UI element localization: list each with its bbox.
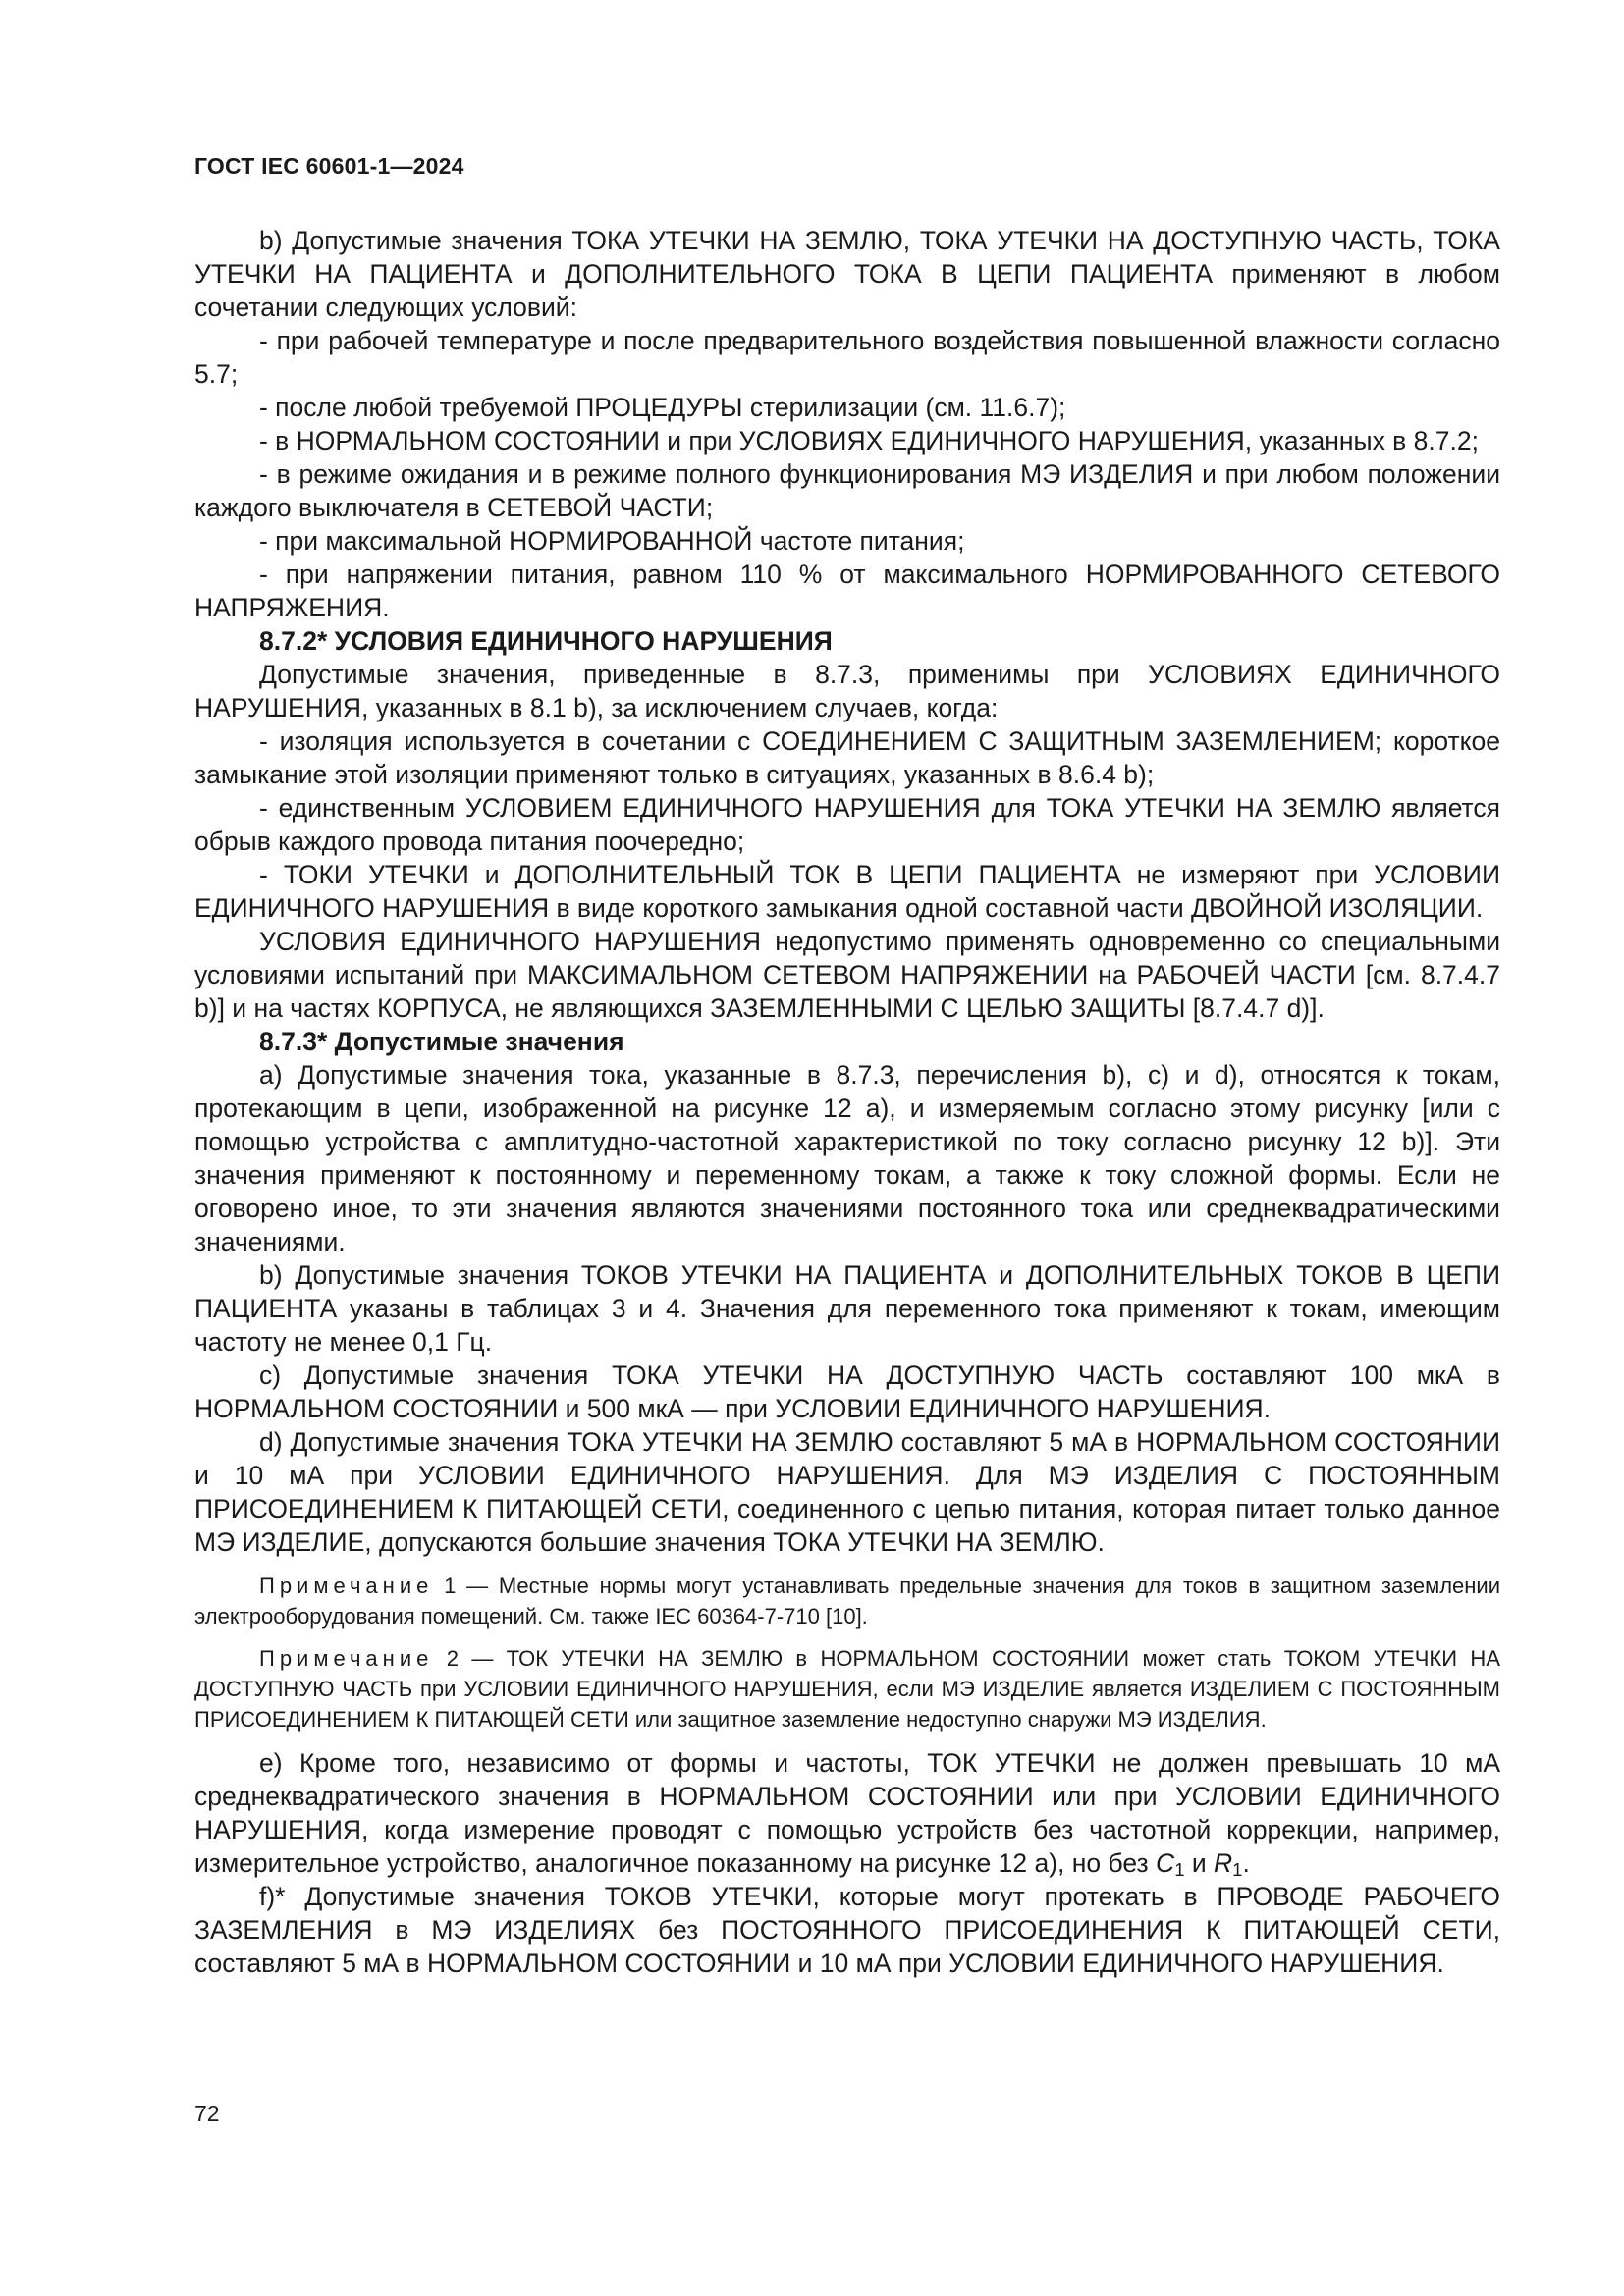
section-heading-8-7-3: 8.7.3* Допустимые значения — [259, 1027, 624, 1056]
paragraph: c) Допустимые значения ТОКА УТЕЧКИ НА ДОСТУПНУЮ ЧАСТЬ составляют 100 мкА в НОРМАЛЬНОМ СОСТОЯНИИ и 500 мкА — при УСЛОВИИ ЕДИНИЧНОГО НАРУШЕНИЯ. — [194, 1361, 1500, 1423]
note-text: 2 — ТОК УТЕЧКИ НА ЗЕМЛЮ в НОРМАЛЬНОМ СОСТОЯНИИ может стать ТОКОМ УТЕЧКИ НА ДОСТУПНУЮ ЧАСТЬ при УСЛОВИИ ЕДИНИЧНОГО НАРУШЕНИЯ, если МЭ ИЗДЕЛИЕ является ИЗДЕЛИЕМ С ПОСТОЯННЫМ ПРИСОЕДИНЕНИЕМ К ПИТАЮЩЕЙ СЕТИ или защитное заземление недоступно снаружи МЭ ИЗДЕЛИЯ. — [194, 1646, 1500, 1732]
subscript: 1 — [1232, 1859, 1243, 1880]
paragraph: b) Допустимые значения ТОКА УТЕЧКИ НА ЗЕМЛЮ, ТОКА УТЕЧКИ НА ДОСТУПНУЮ ЧАСТЬ, ТОКА УТЕЧКИ НА ПАЦИЕНТА и ДОПОЛНИТЕЛЬНОГО ТОКА В ЦЕПИ ПАЦИЕНТА применяют в любом сочетании следующих условий: — [194, 226, 1500, 322]
list-item: - в режиме ожидания и в режиме полного функционирования МЭ ИЗДЕЛИЯ и при любом положении каждого выключателя в СЕТЕВОЙ ЧАСТИ; — [194, 459, 1500, 522]
note-label: Примечание — [259, 1574, 434, 1598]
note-2 — [194, 1643, 1500, 1735]
paragraph-text: и — [1184, 1848, 1215, 1878]
paragraph: УСЛОВИЯ ЕДИНИЧНОГО НАРУШЕНИЯ недопустимо применять одновременно со специальными условиями испытаний при МАКСИМАЛЬНОМ СЕТЕВОМ НАПРЯЖЕНИИ на РАБОЧЕЙ ЧАСТИ [см. 8.7.4.7 b)] и на частях КОРПУСА, не являющихся ЗАЗЕМЛЕННЫМИ С ЦЕЛЬЮ ЗАЩИТЫ [8.7.4.7 d)]. — [194, 927, 1500, 1023]
paragraph: d) Допустимые значения ТОКА УТЕЧКИ НА ЗЕМЛЮ составляют 5 мА в НОРМАЛЬНОМ СОСТОЯНИИ и 10 мА при УСЛОВИИ ЕДИНИЧНОГО НАРУШЕНИЯ. Для МЭ ИЗДЕЛИЯ С ПОСТОЯННЫМ ПРИСОЕДИНЕНИЕМ К ПИТАЮЩЕЙ СЕТИ, соединенного с цепью питания, которая питает только данное МЭ ИЗДЕЛИЕ, допускаются большие значения ТОКА УТЕЧКИ НА ЗЕМЛЮ. — [194, 1427, 1500, 1557]
list-item: - после любой требуемой ПРОЦЕДУРЫ стерилизации (см. 11.6.7); — [259, 393, 1066, 422]
paragraph — [194, 1746, 1500, 1880]
list-item: - единственным УСЛОВИЕМ ЕДИНИЧНОГО НАРУШЕНИЯ для ТОКА УТЕЧКИ НА ЗЕМЛЮ является обрыв каждого провода питания поочередно; — [194, 793, 1500, 856]
page-number: 72 — [194, 2101, 220, 2126]
note-label: Примечание — [259, 1646, 434, 1671]
list-item: - при напряжении питания, равном 110 % от максимального НОРМИРОВАННОГО СЕТЕВОГО НАПРЯЖЕНИЯ. — [194, 560, 1500, 622]
list-item: - в НОРМАЛЬНОМ СОСТОЯНИИ и при УСЛОВИЯХ ЕДИНИЧНОГО НАРУШЕНИЯ, указанных в 8.7.2; — [259, 426, 1479, 455]
list-item: - при рабочей температуре и после предварительного воздействия повышенной влажности согласно 5.7; — [194, 326, 1500, 389]
paragraph: f)* Допустимые значения ТОКОВ УТЕЧКИ, которые могут протекать в ПРОВОДЕ РАБОЧЕГО ЗАЗЕМЛЕНИЯ в МЭ ИЗДЕЛИЯХ без ПОСТОЯННОГО ПРИСОЕДИНЕНИЯ К ПИТАЮЩЕЙ СЕТИ, составляют 5 мА в НОРМАЛЬНОМ СОСТОЯНИИ и 10 мА при УСЛОВИИ ЕДИНИЧНОГО НАРУШЕНИЯ. — [194, 1882, 1500, 1978]
subscript: 1 — [1174, 1859, 1185, 1880]
list-item: - при максимальной НОРМИРОВАННОЙ частоте питания; — [259, 526, 965, 556]
document-body — [194, 224, 1500, 1980]
paragraph-text: . — [1242, 1848, 1250, 1878]
document-header: ГОСТ IEC 60601-1—2024 — [194, 153, 464, 179]
symbol-r: R — [1214, 1848, 1233, 1878]
section-heading-8-7-2: 8.7.2* УСЛОВИЯ ЕДИНИЧНОГО НАРУШЕНИЯ — [259, 626, 833, 656]
list-item: - ТОКИ УТЕЧКИ и ДОПОЛНИТЕЛЬНЫЙ ТОК В ЦЕПИ ПАЦИЕНТА не измеряют при УСЛОВИИ ЕДИНИЧНОГО НАРУШЕНИЯ в виде короткого замыкания одной составной части ДВОЙНОЙ ИЗОЛЯЦИИ. — [194, 860, 1500, 923]
symbol-c: C — [1156, 1848, 1175, 1878]
note-text: 1 — Местные нормы могут устанавливать предельные значения для токов в защитном заземлении электрооборудования помещений. См. также IEC 60364-7-710 [10]. — [194, 1574, 1500, 1629]
list-item: - изоляция используется в сочетании с СОЕДИНЕНИЕМ С ЗАЩИТНЫМ ЗАЗЕМЛЕНИЕМ; короткое замыкание этой изоляции применяют только в ситуациях, указанных в 8.6.4 b); — [194, 726, 1500, 789]
paragraph: Допустимые значения, приведенные в 8.7.3, применимы при УСЛОВИЯХ ЕДИНИЧНОГО НАРУШЕНИЯ, указанных в 8.1 b), за исключением случаев, когда: — [194, 660, 1500, 722]
paragraph: a) Допустимые значения тока, указанные в 8.7.3, перечисления b), c) и d), относятся к токам, протекающим в цепи, изображенной на рисунке 12 a), и измеряемым согласно этому рисунку [или с помощью устройства с амплитудно-частотной характеристикой по току согласно рисунку 12 b)]. Эти значения применяют к постоянному и переменному токам, а также к току сложной формы. Если не оговорено иное, то эти значения являются значениями постоянного тока или среднеквадратическими значениями. — [194, 1060, 1500, 1256]
paragraph: b) Допустимые значения ТОКОВ УТЕЧКИ НА ПАЦИЕНТА и ДОПОЛНИТЕЛЬНЫХ ТОКОВ В ЦЕПИ ПАЦИЕНТА указаны в таблицах 3 и 4. Значения для переменного тока применяют к токам, имеющим частоту не менее 0,1 Гц. — [194, 1260, 1500, 1357]
note-1 — [194, 1571, 1500, 1631]
paragraph-text: e) Кроме того, независимо от формы и частоты, ТОК УТЕЧКИ не должен превышать 10 мА среднеквадратического значения в НОРМАЛЬНОМ СОСТОЯНИИ или при УСЛОВИИ ЕДИНИЧНОГО НАРУШЕНИЯ, когда измерение проводят с помощью устройств без частотной коррекции, например, измерительное устройство, аналогичное показанному на рисунке 12 a), но без — [194, 1748, 1500, 1878]
